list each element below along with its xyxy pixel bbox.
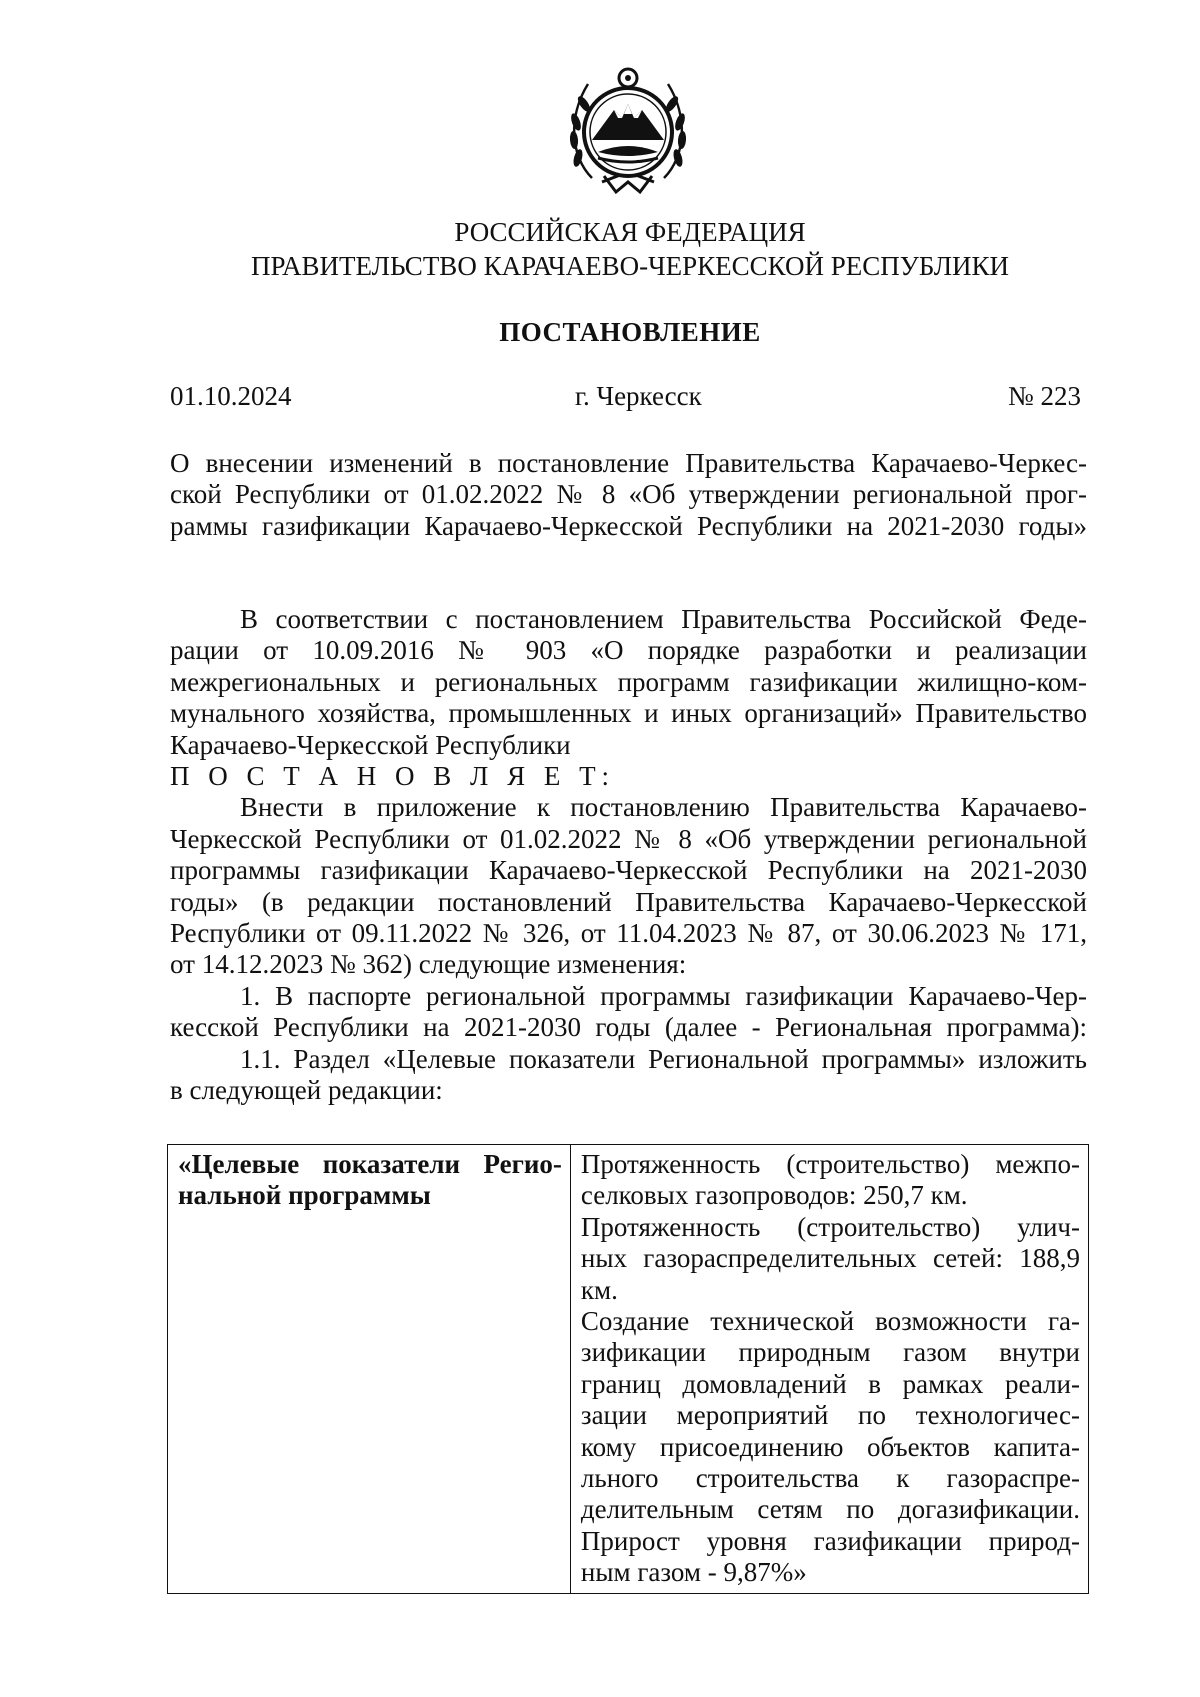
table-row xyxy=(168,1145,1089,1594)
preamble-line: межрегиональных и региональных программ газификации жилищно-ком- xyxy=(170,666,1087,697)
right-cell-line: границ домовладений в рамках реали- xyxy=(580,1368,1080,1399)
coat-of-arms-icon xyxy=(562,60,694,205)
table-right-cell xyxy=(570,1145,1088,1594)
right-cell-line: зификации природным газом внутри xyxy=(580,1337,1080,1368)
left-cell-line: «Целевые показатели Регио- xyxy=(178,1149,562,1179)
header-government: ПРАВИТЕЛЬСТВО КАРАЧАЕВО-ЧЕРКЕССКОЙ РЕСПУБЛИКИ xyxy=(250,251,1010,281)
resolution-line: от 14.12.2023 № 362) следующие изменения: xyxy=(170,949,687,980)
target-indicators-table xyxy=(167,1144,1089,1594)
item-1-1-line: 1.1. Раздел «Целевые показатели Региональной программы» изложить xyxy=(240,1043,1087,1074)
right-cell-line: км. xyxy=(580,1274,618,1305)
preamble-line: мунального хозяйства, промышленных и иных организаций» Правительство xyxy=(170,698,1087,729)
item-1-line: кесской Республики на 2021-2030 годы (далее - Региональная программа): xyxy=(170,1012,1087,1043)
resolution-line: программы газификации Карачаево-Черкесской Республики на 2021-2030 xyxy=(170,855,1087,886)
right-cell-line: Протяженность (строительство) межпо- xyxy=(580,1149,1080,1179)
right-cell-line: делительным сетям по догазификации. xyxy=(580,1494,1080,1525)
subject-line: раммы газификации Карачаево-Черкесской Республики на 2021-2030 годы» xyxy=(170,510,1087,541)
subject-line: О внесении изменений в постановление Правительства Карачаево-Черкес- xyxy=(170,448,1087,478)
right-cell-line: льного строительства к газораспре- xyxy=(580,1463,1080,1494)
document-type-title: ПОСТАНОВЛЕНИЕ xyxy=(499,317,761,347)
resolution-line: годы» (в редакции постановлений Правительства Карачаево-Черкесской xyxy=(170,886,1087,917)
header-country: РОССИЙСКАЯ ФЕДЕРАЦИЯ xyxy=(454,217,806,247)
document-body xyxy=(170,604,1087,1107)
right-cell-line: ных газораспределительных сетей: 188,9 xyxy=(580,1243,1080,1274)
preamble-line: рации от 10.09.2016 № 903 «О порядке разработки и реализации xyxy=(170,635,1087,666)
right-cell-line: Протяженность (строительство) улич- xyxy=(580,1211,1080,1242)
right-cell-line: зации мероприятий по технологичес- xyxy=(580,1400,1080,1431)
document-subject xyxy=(170,448,1087,542)
right-cell-line: кому присоединению объектов капита- xyxy=(580,1431,1080,1462)
document-date: 01.10.2024 xyxy=(170,381,292,411)
right-cell-line: селковых газопроводов: 250,7 км. xyxy=(580,1180,968,1211)
right-cell-line: Создание технической возможности га- xyxy=(580,1306,1080,1337)
resolution-line: Внести в приложение к постановлению Правительства Карачаево- xyxy=(240,792,1087,823)
resolution-line: Черкесской Республики от 01.02.2022 № 8 «Об утверждении региональной xyxy=(170,823,1087,854)
resolution-line: Республики от 09.11.2022 № 326, от 11.04.2023 № 87, от 30.06.2023 № 171, xyxy=(170,918,1087,949)
table-left-cell xyxy=(168,1145,571,1594)
document-number: № 223 xyxy=(1008,381,1082,411)
preamble-line: В соответствии с постановлением Правительства Российской Феде- xyxy=(240,604,1087,634)
item-1-1-line: в следующей редакции: xyxy=(170,1075,443,1106)
right-cell-line: Прирост уровня газификации природ- xyxy=(580,1525,1080,1556)
decrees-word: П О С Т А Н О В Л Я Е Т: xyxy=(170,761,616,792)
right-cell-line: ным газом - 9,87%» xyxy=(580,1557,807,1588)
left-cell-line: нальной программы xyxy=(178,1180,431,1211)
preamble-line: Карачаево-Черкесской Республики xyxy=(170,729,571,760)
subject-line: ской Республики от 01.02.2022 № 8 «Об утверждении региональной прог- xyxy=(170,479,1087,510)
document-city: г. Черкесск xyxy=(575,381,702,411)
item-1-line: 1. В паспорте региональной программы газификации Карачаево-Чер- xyxy=(240,980,1087,1011)
